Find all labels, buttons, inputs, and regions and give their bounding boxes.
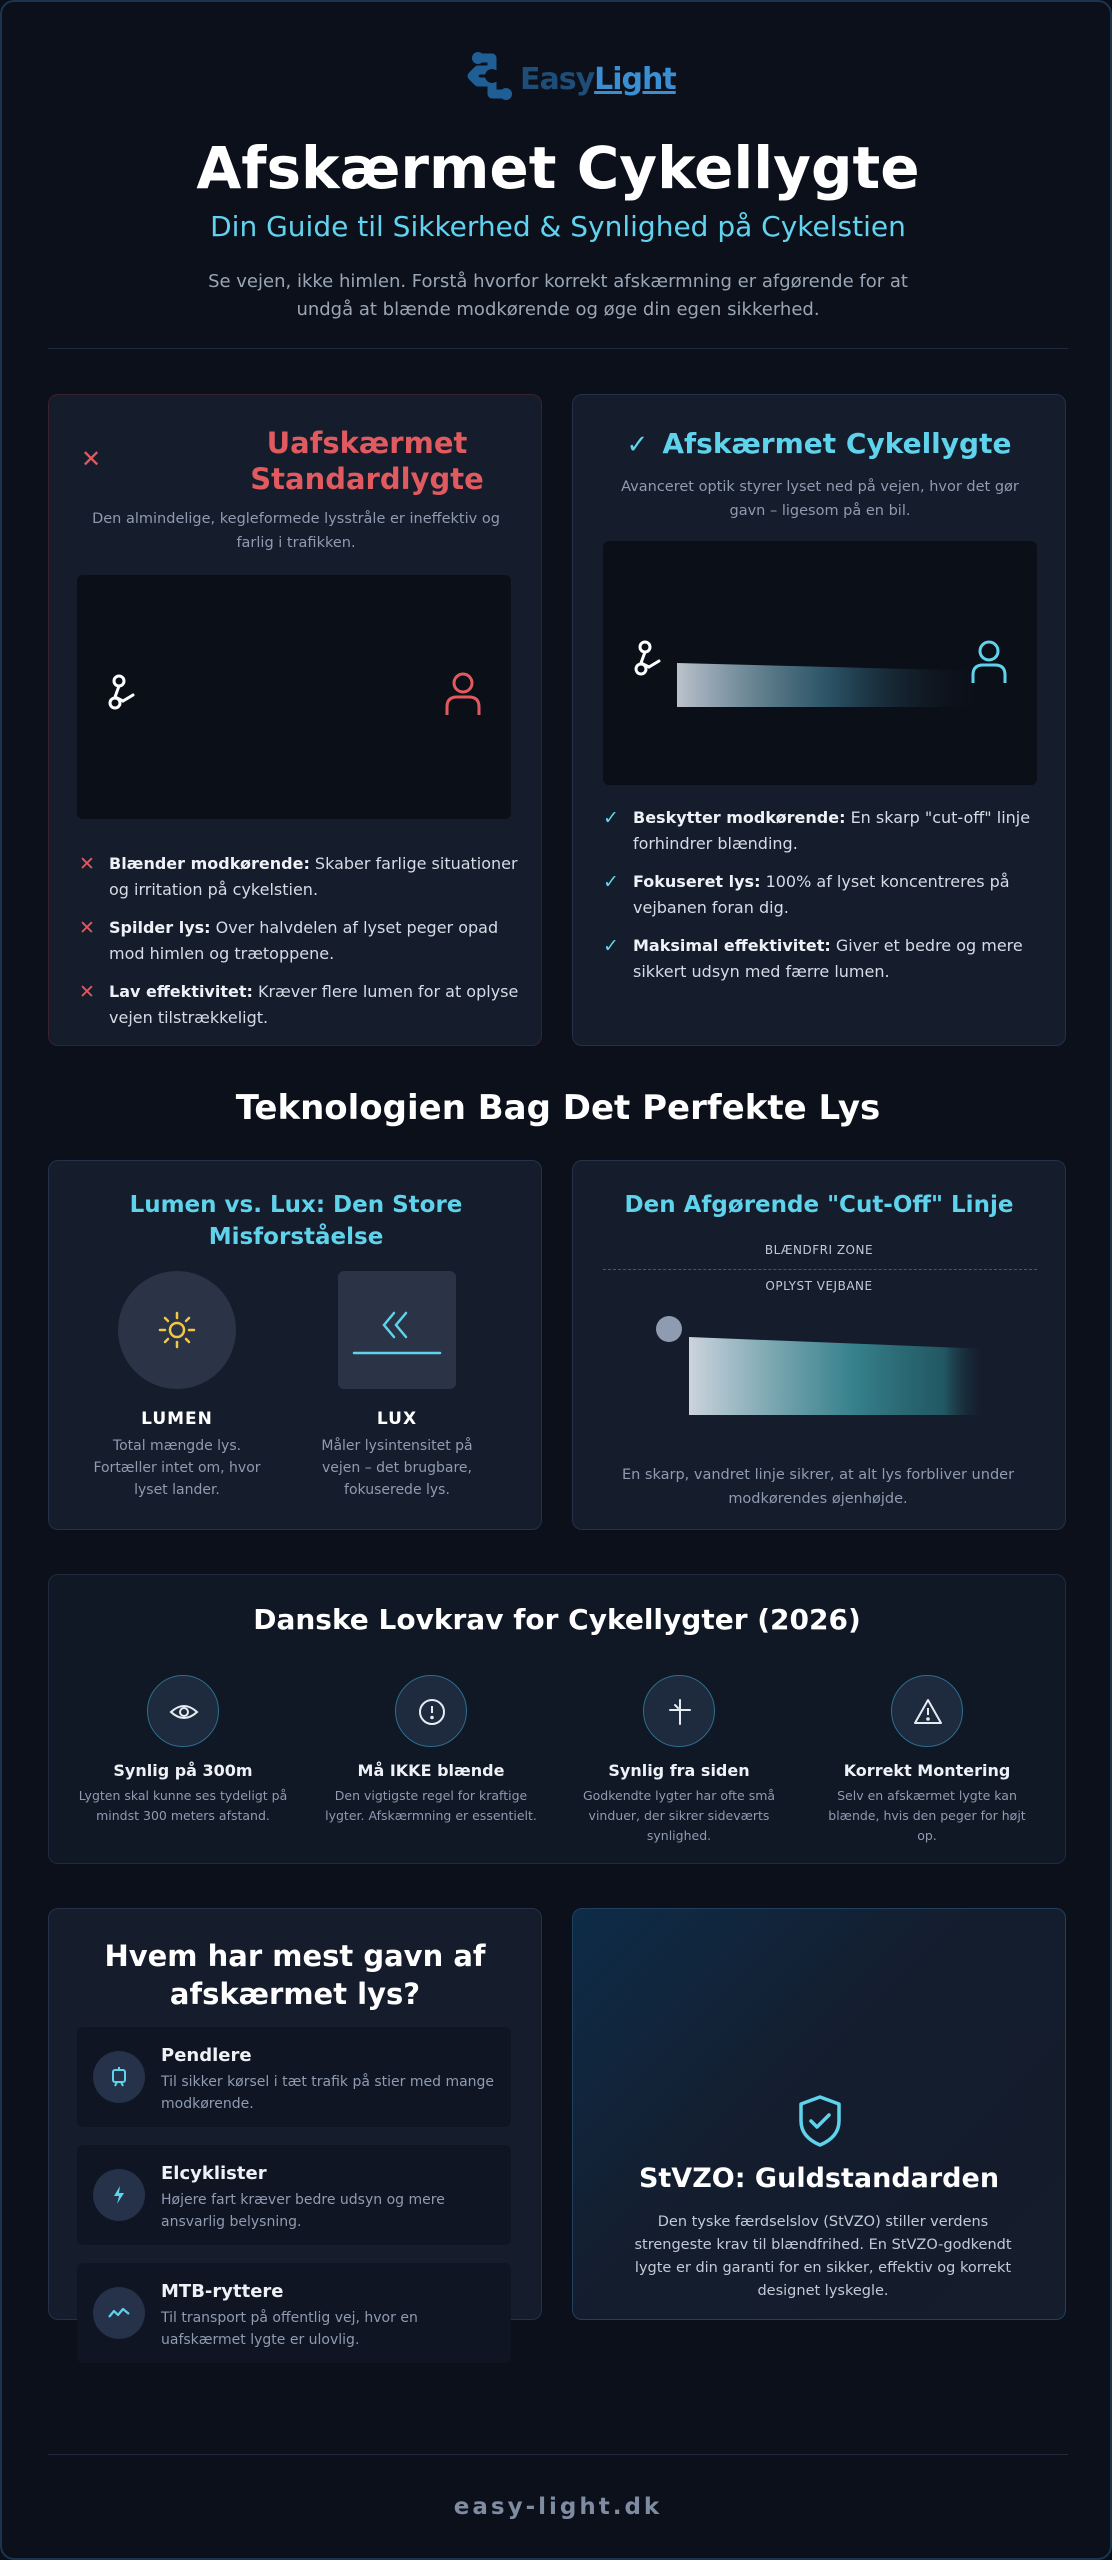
lit-road-label: OPLYST VEJBANE	[765, 1279, 873, 1293]
shielded-illustration	[603, 541, 1037, 785]
page-title: Afskærmet Cykellygte	[196, 134, 920, 202]
unshielded-points	[79, 851, 519, 1043]
lux-item	[307, 1271, 487, 1501]
cutoff-card	[572, 1160, 1066, 1530]
lumen-lux-card	[48, 1160, 542, 1530]
shielded-points	[603, 805, 1043, 997]
stvzo-card	[572, 1908, 1066, 2320]
who-desc: Højere fart kræver bedre udsyn og mere ansvarlig belysning.	[161, 2192, 445, 2230]
law-title: Danske Lovkrav for Cykellygter (2026)	[253, 1603, 861, 1636]
divider	[48, 2454, 1068, 2455]
who-head: Elcyklister	[161, 2163, 267, 2184]
cutoff-title: Den Afgørende "Cut-Off" Linje	[624, 1192, 1014, 1218]
logo-mark-icon	[464, 48, 520, 106]
commuter-icon	[107, 2065, 131, 2089]
stvzo-title: StVZO: Guldstandarden	[638, 2163, 1000, 2194]
lumen-circle	[118, 1271, 236, 1389]
warning-circle-icon	[416, 1696, 448, 1728]
divider	[48, 348, 1068, 349]
shield-check-icon	[795, 2093, 845, 2149]
trail-icon	[107, 2301, 131, 2325]
law-head: Synlig på 300m	[113, 1761, 253, 1780]
cutoff-desc: En skarp, vandret linje sikrer, at alt lys forbliver under modkørendes øjenhøjde.	[621, 1467, 1015, 1507]
cutoff-beam	[689, 1337, 989, 1415]
lux-desc: Måler lysintensitet på vejen – det brugbare, fokuserede lys.	[321, 1438, 473, 1498]
triangle-warning-icon	[912, 1696, 944, 1728]
check-icon: ✓	[603, 871, 619, 893]
who-card	[48, 1908, 542, 2348]
check-icon: ✓	[626, 430, 649, 460]
lux-label: LUX	[376, 1409, 418, 1429]
sparkle-icon	[664, 1696, 696, 1728]
easylight-logo[interactable]	[464, 48, 676, 106]
who-title: Hvem har mest gavn af afskærmet lys?	[104, 1939, 486, 2011]
list-item: ✓ Beskytter modkørende: En skarp "cut-off" linje forhindrer blænding.	[603, 807, 1031, 853]
person-icon	[447, 674, 479, 715]
logo-easy: Easy	[520, 62, 595, 97]
who-item-commuters	[77, 2027, 511, 2127]
law-head: Synlig fra siden	[608, 1761, 750, 1780]
intro-text: Se vejen, ikke himlen. Forstå hvorfor korrekt afskærmning er afgørende for at undgå at blænde modkørende og øge din egen sikkerhed.	[208, 271, 908, 320]
law-head: Må IKKE blænde	[357, 1761, 505, 1780]
check-icon: ✓	[603, 935, 619, 957]
law-desc: Den vigtigste regel for kraftige lygter. Afskærmning er essentielt.	[325, 1788, 537, 1823]
who-desc: Til sikker kørsel i tæt trafik på stier med mange modkørende.	[161, 2074, 495, 2112]
list-item: ✕ Spilder lys: Over halvdelen af lyset peger opad mod himlen og trætoppene.	[79, 917, 499, 963]
law-desc: Godkendte lygter har ofte små vinduer, der sikrer sideværts synlighed.	[582, 1788, 776, 1843]
x-icon: ✕	[79, 981, 95, 1003]
shielded-card	[572, 394, 1066, 1046]
unshielded-desc: Den almindelige, kegleformede lysstråle er ineffektiv og farlig i trafikken.	[92, 511, 500, 551]
lumen-item	[87, 1271, 267, 1501]
law-desc: Selv en afskærmet lygte kan blænde, hvis den peger for højt op.	[828, 1788, 1026, 1843]
law-item-visible-300m	[73, 1675, 293, 1826]
close-icon: ✕	[81, 445, 102, 473]
who-desc: Til transport på offentlig vej, hvor en uafskærmet lygte er ulovlig.	[161, 2310, 418, 2348]
law-item-no-glare	[321, 1675, 541, 1826]
unshielded-illustration	[77, 575, 511, 819]
lamp-icon	[656, 1316, 682, 1342]
lumen-label: LUMEN	[141, 1409, 213, 1429]
law-item-side-visibility	[569, 1675, 789, 1846]
shielded-title: ✓ Afskærmet Cykellygte	[626, 427, 1012, 460]
sun-icon	[157, 1310, 197, 1350]
list-item: ✓ Fokuseret lys: 100% af lyset koncentreres på vejbanen foran dig.	[603, 871, 1010, 917]
light-beam	[677, 663, 987, 707]
shielded-desc: Avanceret optik styrer lyset ned på vejen, hvor det gør gavn – ligesom på en bil.	[621, 479, 1019, 519]
stvzo-desc: Den tyske færdselslov (StVZO) stiller verdens strengeste krav til blændfrihed. En StVZO-godkendt lygte er din garanti for en sikker, effektiv og korrekt designet lyskegle.	[634, 2214, 1012, 2299]
law-head: Korrekt Montering	[843, 1761, 1011, 1780]
who-item-ebikers	[77, 2145, 511, 2245]
law-card	[48, 1574, 1066, 1864]
page-subtitle: Din Guide til Sikkerhed & Synlighed på Cykelstien	[210, 210, 906, 243]
law-desc: Lygten skal kunne ses tydeligt på mindst 300 meters afstand.	[78, 1788, 288, 1823]
unshielded-title: Uafskærmet Standardlygte	[250, 426, 484, 496]
unshielded-card	[48, 394, 542, 1046]
tech-section-title: Teknologien Bag Det Perfekte Lys	[235, 1088, 881, 1128]
lumen-lux-title: Lumen vs. Lux: Den Store Misforståelse	[129, 1192, 463, 1250]
law-item-mounting	[817, 1675, 1037, 1846]
cutoff-beam-illustration	[573, 1311, 1067, 1461]
lumen-desc: Total mængde lys. Fortæller intet om, hvor lyset lander.	[93, 1438, 261, 1498]
list-item: ✕ Blænder modkørende: Skaber farlige situationer og irritation på cykelstien.	[79, 853, 518, 899]
x-icon: ✕	[79, 917, 95, 939]
cutoff-line	[603, 1269, 1037, 1270]
glare-free-zone-label: BLÆNDFRI ZONE	[764, 1243, 874, 1257]
list-item: ✓ Maksimal effektivitet: Giver et bedre og mere sikkert udsyn med færre lumen.	[603, 935, 1023, 981]
logo-wordmark	[520, 62, 676, 97]
who-item-mtb	[77, 2263, 511, 2363]
cyclist-icon	[110, 676, 133, 708]
cyclist-icon	[636, 642, 659, 674]
list-item: ✕ Lav effektivitet: Kræver flere lumen for at oplyse vejen tilstrækkeligt.	[79, 981, 519, 1027]
focused-beam-icon	[338, 1271, 456, 1389]
eye-icon	[168, 1696, 200, 1728]
logo-light: Light	[594, 62, 676, 97]
who-head: MTB-ryttere	[161, 2281, 284, 2302]
check-icon: ✓	[603, 807, 619, 829]
footer-url[interactable]: easy-light.dk	[453, 2494, 663, 2520]
lux-box	[338, 1271, 456, 1389]
who-head: Pendlere	[161, 2045, 252, 2066]
x-icon: ✕	[79, 853, 95, 875]
bolt-icon	[107, 2183, 131, 2207]
